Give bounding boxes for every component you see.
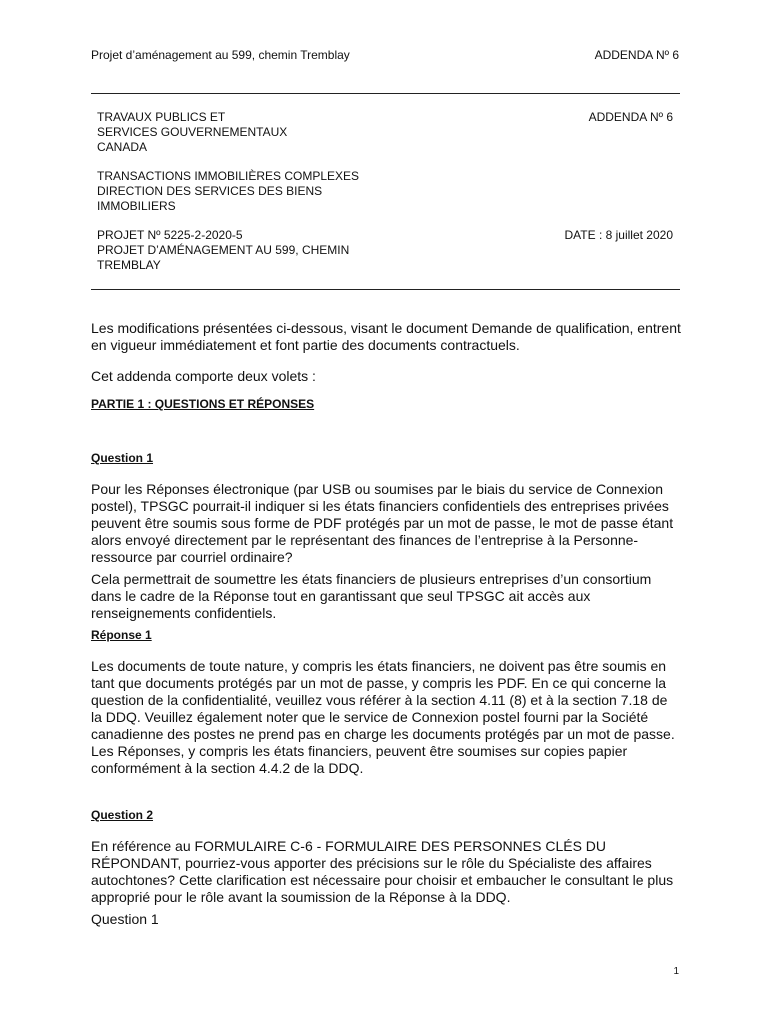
project-info [97, 228, 673, 273]
sub-org-line: IMMOBILIERS [97, 199, 176, 213]
organization-name [97, 110, 357, 155]
running-header-addenda: ADDENDA Nº 6 [594, 48, 679, 62]
header-rule-bottom [91, 289, 680, 290]
question-1-paragraph: Pour les Réponses électronique (par USB ou soumises par le biais du service de Connexion postel), TPSGC pourrait-il indiquer si les états financiers confidentiels des entreprises privées peuvent être soumis sous forme de PDF protégés par un mot de passe, le mot de passe étant alors envoyé directement par le représentant des finances de l’entreprise à la Personne-ressource par courriel ordinaire? [91, 481, 674, 565]
header-block [97, 110, 673, 273]
answer-1-paragraph: Les documents de toute nature, y compris les états financiers, ne doivent pas être soumis en tant que documents protégés par un mot de passe, y compris les PDF. En ce qui concerne la question de la confidentialité, veuillez vous référer à la section 4.11 (8) et à la section 7.18 de la DDQ. Veuillez également noter que le service de Connexion postel fourni par la Société canadienne des postes ne prend pas en charge les documents protégés par un mot de passe. Les Réponses, y compris les états financiers, peuvent être soumises sur copies papier conformément à la section 4.4.2 de la DDQ. [91, 658, 675, 776]
project-title-line: PROJET D’AMÉNAGEMENT AU 599, CHEMIN [97, 243, 350, 257]
addenda-number: ADDENDA Nº 6 [588, 110, 673, 124]
question-2-tail: Question 1 [91, 911, 159, 927]
answer-1-heading: Réponse 1 [91, 628, 152, 642]
question-2-paragraph: En référence au FORMULAIRE C-6 - FORMULAIRE DES PERSONNES CLÉS DU RÉPONDANT, pourriez-vous apporter des précisions sur le rôle du Spécialiste des affaires autochtones? Cette clarification est nécessaire pour choisir et embaucher le consultant le plus approprié pour le rôle avant la soumission de la Réponse à la DDQ. [91, 838, 674, 905]
sub-org-line: DIRECTION DES SERVICES DES BIENS [97, 184, 323, 198]
document-date: DATE : 8 juillet 2020 [564, 228, 673, 242]
project-title-line: TREMBLAY [97, 258, 161, 272]
org-line: TRAVAUX PUBLICS ET [97, 110, 226, 124]
running-header-title: Projet d’aménagement au 599, chemin Tremblay [91, 48, 350, 62]
page-number: 1 [673, 966, 679, 977]
question-1-heading: Question 1 [91, 451, 154, 465]
sub-org-line: TRANSACTIONS IMMOBILIÈRES COMPLEXES [97, 169, 360, 183]
sub-organization [97, 169, 397, 214]
question-2-heading: Question 2 [91, 808, 154, 822]
org-line: SERVICES GOUVERNEMENTAUX [97, 125, 288, 139]
running-header [91, 48, 679, 64]
question-1-paragraph-2: Cela permettrait de soumettre les états financiers de plusieurs entreprises d’un consortium dans le cadre de la Réponse tout en garantissant que seul TPSGC ait accès aux renseignements confidentiels. [91, 571, 652, 621]
document-body [91, 320, 681, 928]
header-rule-top [91, 93, 680, 94]
section-heading: PARTIE 1 : QUESTIONS ET RÉPONSES [91, 397, 315, 411]
project-number: PROJET Nº 5225-2-2020-5 [97, 228, 243, 242]
intro-paragraph: Les modifications présentées ci-dessous, visant le document Demande de qualification, entrent en vigueur immédiatement et font partie des documents contractuels. [91, 320, 681, 353]
org-line: CANADA [97, 140, 148, 154]
volets-paragraph: Cet addenda comporte deux volets : [91, 368, 316, 384]
